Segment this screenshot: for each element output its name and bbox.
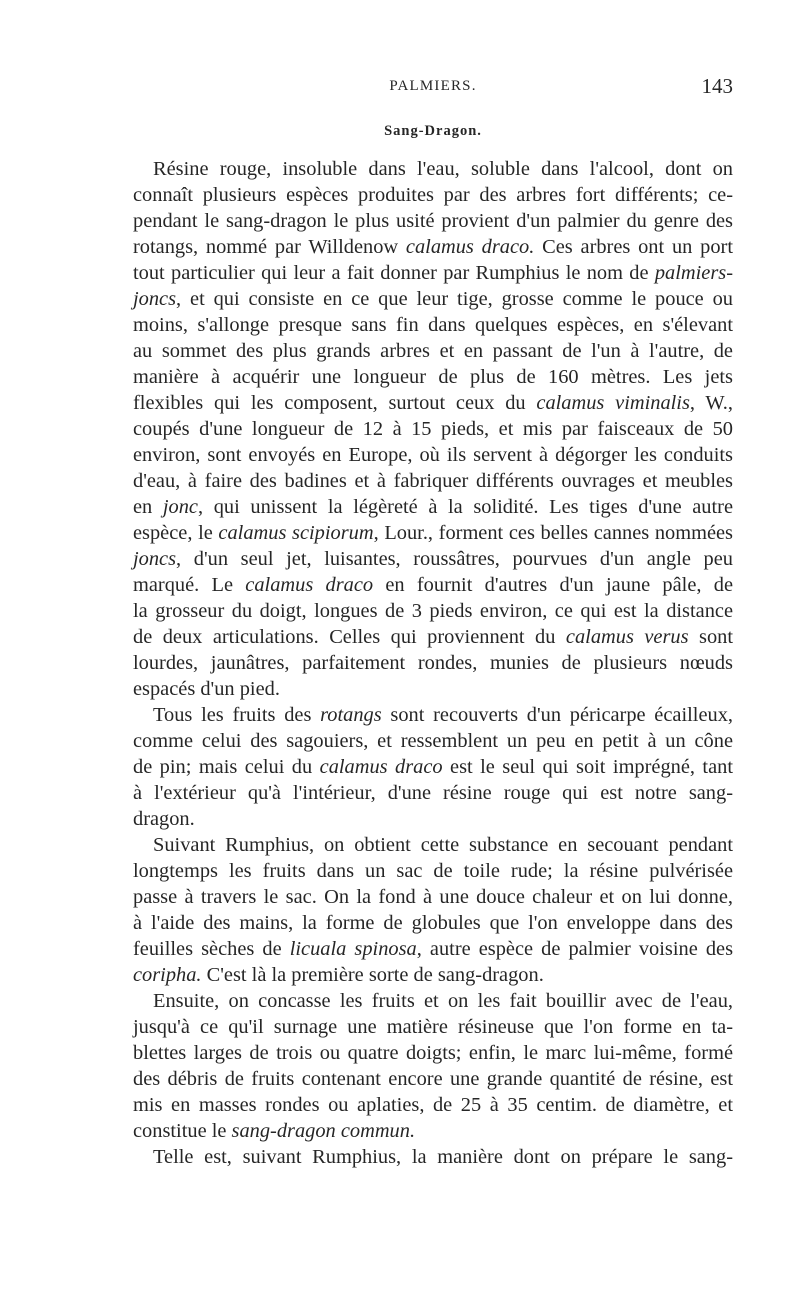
text-run: Résine rouge, insoluble dans l'eau, soluble dans l'alcool, dont on [153,158,733,180]
text-line [133,416,733,442]
text-line [133,806,733,832]
text-run: Tous les fruits des [153,704,321,726]
text-line [133,650,733,676]
text-run: , W., [689,392,733,414]
text-run: coupés d'une longueur de 12 à 15 pieds, et mis par faisceaux de 50 [133,418,733,440]
text-run: à l'aide des mains, la forme de globules que l'on enveloppe dans des [133,912,733,934]
text-line [133,936,733,962]
text-line [133,1066,733,1092]
book-page [133,74,733,1170]
text-run: rotangs, nommé par Willdenow [133,236,406,258]
text-line [133,494,733,520]
text-line [133,598,733,624]
text-line [133,1144,733,1170]
italic-term: palmiers- [654,262,733,284]
text-line [133,468,733,494]
text-run: constitue le [133,1120,232,1142]
text-run: , et qui consiste en ce que leur tige, grosse comme le pouce ou [176,288,733,310]
text-line [133,988,733,1014]
text-run: moins, s'allonge presque sans fin dans quelques espèces, en s'élevant [133,314,733,336]
text-run: en [133,496,163,518]
page-number: 143 [701,74,733,98]
running-title: PALMIERS. [389,78,477,94]
text-run: passe à travers le sac. On la fond à une douce chaleur et on lui donne, [133,886,733,908]
text-line [133,156,733,182]
text-run: pendant le sang-dragon le plus usité provient d'un palmier du genre des [133,210,733,232]
text-line [133,182,733,208]
text-run: , Lour., forment ces belles cannes nommées [373,522,733,544]
text-run: manière à acquérir une longueur de plus de 160 mètres. Les jets [133,366,733,388]
text-run: des débris de fruits contenant encore une grande quantité de résine, est [133,1068,733,1090]
text-run: marqué. Le [133,574,246,596]
text-line [133,546,733,572]
italic-term: joncs [133,288,177,310]
text-run: d'eau, à faire des badines et à fabriquer différents ouvrages et meubles [133,470,733,492]
italic-term: sang-dragon commun. [231,1120,416,1142]
text-run: Ensuite, on concasse les fruits et on les fait bouillir avec de l'eau, [153,990,733,1012]
italic-term: rotangs [320,704,382,726]
text-run: , d'un seul jet, luisantes, roussâtres, pourvues d'un angle peu [176,548,733,570]
text-run: , autre espèce de palmier voisine des [416,938,734,960]
italic-term: calamus draco [245,574,374,596]
text-run: lourdes, jaunâtres, parfaitement rondes, munies de plusieurs nœuds [133,652,733,674]
text-run: feuilles sèches de [133,938,290,960]
text-run: espacés d'un pied. [133,678,280,700]
italic-term: coripha. [133,964,202,986]
text-line [133,208,733,234]
text-run: environ, sont envoyés en Europe, où ils servent à dégorger les conduits [133,444,733,466]
text-line [133,1014,733,1040]
text-run: sont recouverts d'un péricarpe écailleux, [381,704,733,726]
text-line [133,364,733,390]
text-run: à l'extérieur qu'à l'intérieur, d'une résine rouge qui est notre sang- [133,782,733,804]
italic-term: calamus draco. [405,236,535,258]
text-run: flexibles qui les composent, surtout ceux du [133,392,537,414]
text-run: Telle est, suivant Rumphius, la manière dont on prépare le sang- [153,1146,733,1168]
italic-term: calamus verus [565,626,689,648]
text-line [133,520,733,546]
text-line [133,832,733,858]
text-run: longtemps les fruits dans un sac de toile rude; la résine pulvérisée [133,860,733,882]
text-line [133,572,733,598]
text-run: au sommet des plus grands arbres et en passant de l'un à l'autre, de [133,340,733,362]
text-line [133,962,733,988]
text-run: espèce, le [133,522,219,544]
text-line [133,858,733,884]
text-line [133,286,733,312]
text-line [133,442,733,468]
italic-term: calamus scipiorum [218,522,374,544]
text-line [133,234,733,260]
section-title: Sang-Dragon. [384,123,482,139]
text-line [133,390,733,416]
text-line [133,338,733,364]
text-run: mis en masses rondes ou aplaties, de 25 à 35 centim. de diamètre, et [133,1094,733,1116]
text-run: la grosseur du doigt, longues de 3 pieds environ, ce qui est la distance [133,600,733,622]
text-run: , qui unissent la légèreté à la solidité. Les tiges d'une autre [197,496,733,518]
text-line [133,1092,733,1118]
text-run: Ces arbres ont un port [534,236,733,258]
running-header [133,74,733,104]
text-run: de pin; mais celui du [133,756,320,778]
text-run: blettes larges de trois ou quatre doigts; enfin, le marc lui-même, formé [133,1042,733,1064]
text-run: est le seul qui soit imprégné, tant [442,756,734,778]
text-run: Suivant Rumphius, on obtient cette substance en secouant pendant [153,834,733,856]
italic-term: licuala spinosa [289,938,417,960]
text-run: sont [688,626,733,648]
text-run: jusqu'à ce qu'il surnage une matière résineuse que l'on forme en ta- [133,1016,733,1038]
text-run: en fournit d'autres d'un jaune pâle, de [373,574,734,596]
text-line [133,1118,733,1144]
text-line [133,884,733,910]
text-line [133,728,733,754]
italic-term: joncs [133,548,177,570]
text-run: tout particulier qui leur a fait donner par Rumphius le nom de [133,262,655,284]
text-line [133,312,733,338]
text-line [133,260,733,286]
text-run: C'est là la première sorte de sang-dragon. [201,964,544,986]
text-run: de deux articulations. Celles qui proviennent du [133,626,566,648]
text-line [133,780,733,806]
italic-term: jonc [162,496,198,518]
text-line [133,676,733,702]
text-run: connaît plusieurs espèces produites par des arbres fort différents; ce- [133,184,733,206]
italic-term: calamus draco [319,756,443,778]
text-line [133,624,733,650]
text-line [133,754,733,780]
text-line [133,1040,733,1066]
text-run: dragon. [133,808,195,830]
text-line [133,702,733,728]
body-text [133,156,733,1170]
text-line [133,910,733,936]
text-run: comme celui des sagouiers, et ressemblent un peu en petit à un cône [133,730,733,752]
italic-term: calamus viminalis [536,392,690,414]
